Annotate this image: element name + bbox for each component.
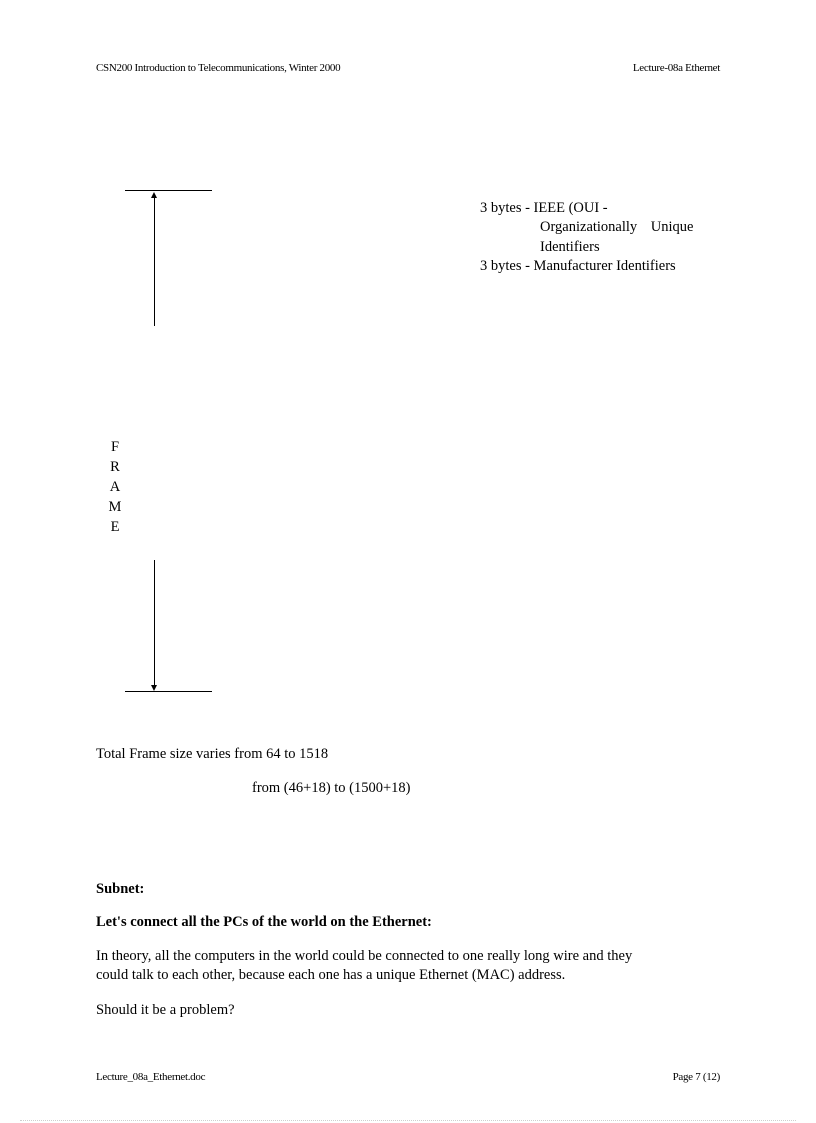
- page-bottom-border: [20, 1120, 796, 1121]
- frame-letter: A: [109, 479, 121, 495]
- frame-upper-vertical-line: [154, 196, 155, 326]
- frame-top-line: [125, 190, 212, 191]
- frame-lower-vertical-line: [154, 560, 155, 686]
- address-note-line-4: 3 bytes - Manufacturer Identifiers: [480, 258, 676, 274]
- frame-size-line-2: from (46+18) to (1500+18): [252, 780, 411, 796]
- frame-letter: F: [110, 439, 120, 455]
- address-note-line-3: Identifiers: [540, 239, 600, 255]
- frame-letter: E: [110, 519, 120, 535]
- header-right: Lecture-08a Ethernet: [632, 62, 720, 74]
- footer-right: Page 7 (12): [672, 1071, 720, 1083]
- subnet-paragraph-line-1: In theory, all the computers in the world could be connected to one really long wire and they: [96, 948, 633, 964]
- address-note-line-1: 3 bytes - IEEE (OUI -: [480, 200, 608, 216]
- subnet-question: Should it be a problem?: [96, 1002, 235, 1018]
- footer-left: Lecture_08a_Ethernet.doc: [96, 1071, 206, 1083]
- frame-size-line-1: Total Frame size varies from 64 to 1518: [96, 746, 329, 762]
- subnet-paragraph-line-2: could talk to each other, because each one has a unique Ethernet (MAC) address.: [96, 967, 566, 983]
- subnet-heading: Subnet:: [96, 881, 145, 897]
- frame-bottom-line: [125, 691, 212, 692]
- address-note-line-2: Organizationally Unique: [540, 219, 694, 235]
- frame-letter: R: [110, 459, 120, 475]
- header-left: CSN200 Introduction to Telecommunications, Winter 2000: [96, 62, 341, 74]
- frame-letter: M: [108, 499, 122, 515]
- frame-vertical-label: [105, 437, 125, 537]
- subnet-subheading: Let's connect all the PCs of the world on the Ethernet:: [96, 914, 432, 930]
